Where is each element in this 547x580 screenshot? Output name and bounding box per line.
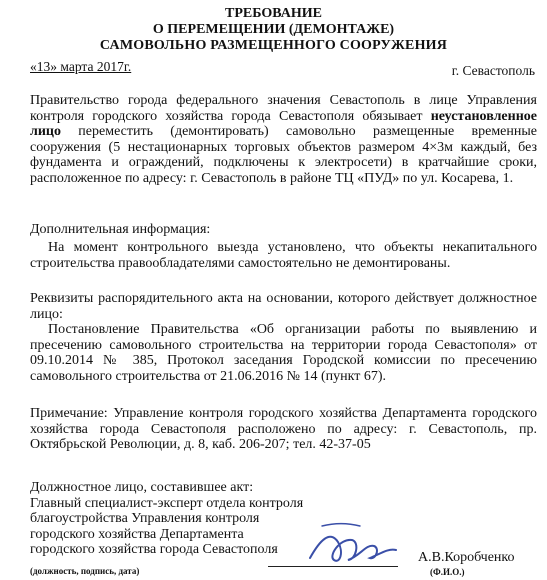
signature-line [268, 566, 398, 567]
info-text: На момент контрольного выезда установлено, что объекты некапитального строительства правообладателями самостоятельно не демонтированы. [30, 240, 537, 271]
main-text-start: Правительство города федерального значения Севастополь в лице Управления контроля городского хозяйства города Севастополя обязывает [30, 93, 537, 124]
signatory-line-1: Должностное лицо, составившее акт: [30, 480, 254, 495]
title-line-2: О ПЕРЕМЕЩЕНИИ (ДЕМОНТАЖЕ) [152, 22, 395, 37]
signatory-line-5: городского хозяйства города Севастополя [30, 542, 278, 557]
signatory-line-4: городского хозяйства Департамента [30, 526, 244, 542]
date-text: «13» марта 2017г. [30, 59, 132, 74]
signatory-line-2: Главный специалист-эксперт отдела контроля [30, 495, 304, 511]
signatory-line-3: благоустройства Управления контроля [30, 511, 260, 526]
title-line-1: ТРЕБОВАНИЕ [225, 6, 322, 21]
signature-caption: (должность, подпись, дата) [30, 566, 140, 576]
info-heading: Дополнительная информация: [30, 222, 211, 237]
handwritten-signature [300, 520, 400, 570]
requisites-text: Постановление Правительства «Об организации работы по выявлению и пресечению самовольного строительства на территории города Севастополя» от 09.10.2014 № 385, Протокол заседания Городской комиссии по пресечению самовольного строительства от 21.06.2016 № 14 (пункт 67). [30, 322, 537, 384]
signatory-name: А.В.Коробченко [418, 550, 515, 565]
document-date [30, 59, 131, 75]
main-text-bold: неустановленное лицо [30, 108, 537, 139]
title-line-3: САМОВОЛЬНО РАЗМЕЩЕННОГО СООРУЖЕНИЯ [99, 38, 448, 53]
main-paragraph [30, 93, 537, 186]
signatory-block [30, 480, 303, 558]
requisites-heading: Реквизиты распорядительного акта на основании, которого действует должностное лицо: [30, 291, 537, 322]
fio-caption: (Ф.И.О.) [430, 567, 465, 577]
note-text: Примечание: Управление контроля городского хозяйства Департамента городского хозяйства города Севастополя расположено по адресу: г. Севастополь, пр. Октябрьской Революции, д. 8, каб. 206-207; тел. 42-37-05 [30, 406, 537, 452]
main-text-end: переместить (демонтировать) самовольно размещенные временные сооружения (5 нестационарных торговых объектов размером 4×3м каждый, без фундамента и ограждений, подключены к электросети) в кратчайшие сроки, расположенное по адресу: г. Севастополь в районе ТЦ «ПУД» по ул. Косарева, 1. [30, 124, 537, 186]
document-city: г. Севастополь [451, 63, 535, 78]
